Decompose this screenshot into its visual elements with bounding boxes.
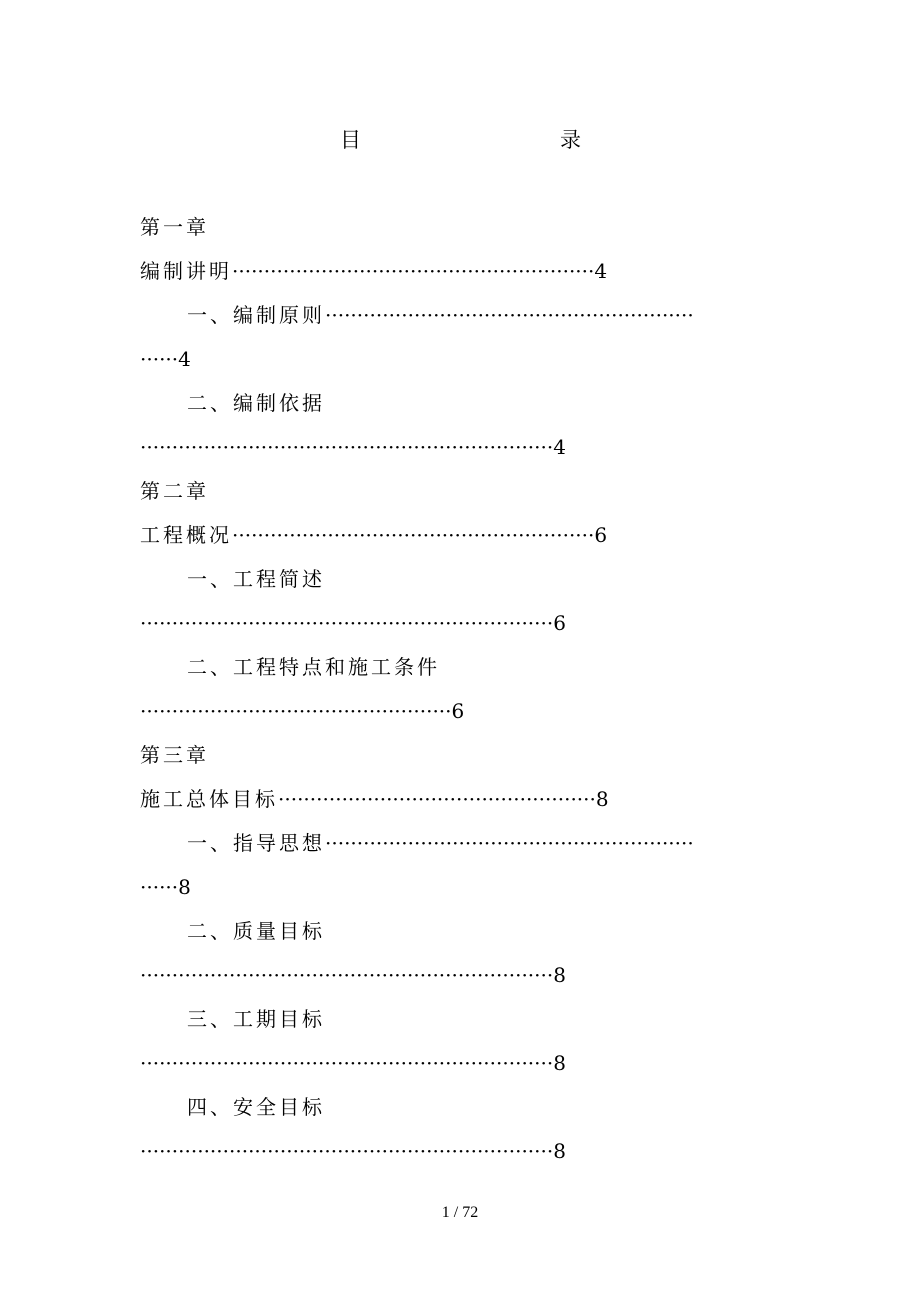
toc-leader-dots: ································································· [140, 1051, 554, 1075]
toc-line [140, 697, 467, 725]
toc-line [140, 1137, 569, 1165]
toc-line [140, 961, 569, 989]
toc-line [140, 521, 610, 549]
toc-line [140, 345, 194, 373]
toc-entry-text: 二、质量目标 [187, 919, 325, 943]
toc-line [187, 1005, 325, 1033]
toc-line [140, 477, 209, 505]
toc-entry-text: 二、工程特点和施工条件 [187, 655, 440, 679]
toc-line [187, 565, 325, 593]
toc-line [187, 829, 694, 857]
toc-page-number: 4 [553, 435, 569, 459]
toc-line [140, 785, 612, 813]
toc-line [140, 741, 209, 769]
toc-entry-text: 二、编制依据 [187, 391, 325, 415]
toc-line [140, 1049, 569, 1077]
toc-leader-dots: ················································· [140, 699, 452, 723]
toc-leader-dots: ······ [140, 347, 179, 371]
toc-page-number: 8 [178, 875, 194, 899]
toc-line [187, 653, 440, 681]
toc-entry-text: 一、工程简述 [187, 567, 325, 591]
toc-entry-text: 四、安全目标 [187, 1095, 325, 1119]
toc-entry-text: 一、指导思想 [187, 831, 325, 855]
toc-line [140, 433, 569, 461]
toc-entry-text: 施工总体目标 [140, 787, 278, 811]
toc-page-number: 6 [553, 611, 569, 635]
toc-line [187, 301, 694, 329]
toc-title-char-2: 录 [560, 128, 581, 152]
toc-line [187, 389, 325, 417]
toc-page-number: 6 [594, 523, 611, 547]
toc-page-number: 8 [553, 1051, 569, 1075]
toc-entry-text: 第二章 [140, 479, 209, 503]
toc-page-number: 6 [451, 699, 468, 723]
toc-leader-dots: ·························································· [325, 303, 694, 327]
toc-page-number: 4 [178, 347, 194, 371]
toc-leader-dots: ························································· [232, 523, 595, 547]
toc-title-char-1: 目 [340, 128, 361, 152]
toc-page-number: 4 [594, 259, 611, 283]
toc-entry-text: 三、工期目标 [187, 1007, 325, 1031]
toc-leader-dots: ······ [140, 875, 179, 899]
page-indicator: 1 / 72 [441, 1204, 479, 1221]
toc-line [187, 917, 325, 945]
toc-line [187, 1093, 325, 1121]
toc-leader-dots: ························································· [232, 259, 595, 283]
toc-leader-dots: ································································· [140, 963, 554, 987]
toc-leader-dots: ·················································· [278, 787, 596, 811]
toc-entry-text: 工程概况 [140, 523, 232, 547]
toc-leader-dots: ·························································· [325, 831, 694, 855]
toc-line [140, 609, 569, 637]
toc-entry-text: 一、编制原则 [187, 303, 325, 327]
toc-page-number: 8 [553, 963, 569, 987]
toc-leader-dots: ································································· [140, 435, 554, 459]
toc-leader-dots: ································································· [140, 611, 554, 635]
toc-line [140, 213, 209, 241]
toc-entry-text: 第三章 [140, 743, 209, 767]
toc-entry-text: 第一章 [140, 215, 209, 239]
toc-page-number: 8 [553, 1139, 569, 1163]
toc-leader-dots: ································································· [140, 1139, 554, 1163]
toc-line [140, 257, 610, 285]
toc-line [140, 873, 194, 901]
toc-entry-text: 编制讲明 [140, 259, 232, 283]
toc-page-number: 8 [595, 787, 612, 811]
